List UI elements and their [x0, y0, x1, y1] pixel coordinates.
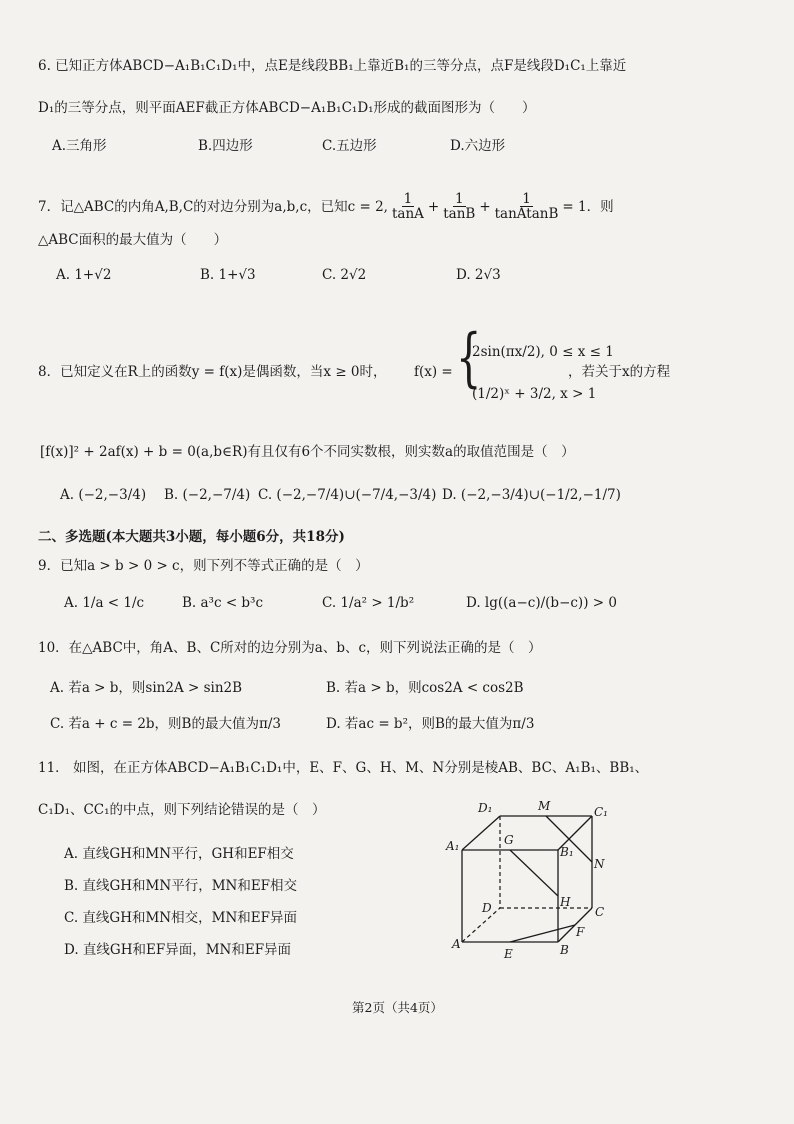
q8-case2: (1/2)ˣ + 3/2, x > 1 [472, 386, 597, 402]
section-2-heading: 二、多选题(本大题共3小题，每小题6分，共18分) [38, 529, 345, 545]
label-f: F [576, 925, 585, 939]
q7-line1: 7．记△ABC的内角A,B,C的对边分别为a,b,c，已知c = 2, $\frac{1}{\tan A}$ + $\frac{1}{\tan B}$ + $\frac{1}{\text{tanAtanB}}$ = 1．则 [38, 191, 614, 222]
q8-case1: 2sin(πx/2), 0 ≤ x ≤ 1 [472, 344, 614, 360]
q7-option-c: C. 2√2 [322, 267, 367, 283]
q9-option-c: C. 1/a² > 1/b² [322, 595, 415, 611]
page-footer: 第2页（共4页） [352, 1000, 443, 1015]
q7-prefix: 7．记△ABC的内角A,B,C的对边分别为a,b,c，已知c = 2, [38, 198, 388, 215]
q6-option-a: A.三角形 [52, 138, 107, 154]
label-h: H [560, 895, 571, 909]
q8-suffix: ，若关于x的方程 [568, 364, 671, 380]
q7-frac2: $\frac{1}{\tan B}$ [443, 191, 476, 222]
label-g: G [504, 833, 514, 847]
label-m: M [538, 799, 551, 813]
q8-option-a: A. (−2,−3/4) [60, 487, 147, 503]
label-b: B [560, 943, 569, 957]
label-n: N [594, 857, 605, 871]
label-c1: C₁ [594, 805, 608, 819]
q6-option-c: C.五边形 [322, 138, 377, 154]
label-a1: A₁ [446, 839, 460, 853]
q8-fx: f(x) = [414, 364, 453, 380]
label-e: E [504, 947, 513, 961]
label-a: A [452, 937, 461, 951]
q7-frac3: $\frac{1}{\text{tanAtanB}}$ [494, 191, 559, 222]
q7-suffix: = 1．则 [562, 198, 614, 215]
segment-gh [510, 850, 558, 896]
q8-prefix: 8．已知定义在R上的函数y = f(x)是偶函数，当x ≥ 0时， [38, 364, 387, 380]
q7-frac1: $\frac{1}{\tan A}$ [391, 191, 424, 222]
q8-line2: [f(x)]² + 2af(x) + b = 0(a,b∈R)有且仅有6个不同实数根，则实数a的取值范围是（ ） [40, 444, 575, 460]
q9-option-d: D. lg((a−c)/(b−c)) > 0 [466, 595, 617, 611]
cube-figure [440, 794, 620, 966]
q6-option-b: B.四边形 [198, 138, 253, 154]
q6-option-d: D.六边形 [450, 138, 506, 154]
q7-option-d: D. 2√3 [456, 267, 501, 283]
q11-option-d: D. 直线GH和EF异面，MN和EF异面 [64, 942, 292, 958]
label-d1: D₁ [478, 801, 493, 815]
q8-option-b: B. (−2,−7/4) [164, 487, 251, 503]
q9-option-b: B. a³c < b³c [182, 595, 264, 611]
edge-a1-d1 [462, 816, 500, 850]
q7-option-b: B. 1+√3 [200, 267, 256, 283]
q11-option-b: B. 直线GH和MN平行，MN和EF相交 [64, 878, 298, 894]
q11-option-c: C. 直线GH和MN相交，MN和EF异面 [64, 910, 297, 926]
q10-option-c: C. 若a + c = 2b，则B的最大值为π/3 [50, 716, 281, 732]
q6-line2: D₁的三等分点，则平面AEF截正方体ABCD−A₁B₁C₁D₁形成的截面图形为（ ） [38, 100, 536, 116]
segment-ef [510, 925, 575, 942]
q6-line1: 6. 已知正方体ABCD−A₁B₁C₁D₁中，点E是线段BB₁上靠近B₁的三等分点，点F是线段D₁C₁上靠近 [38, 58, 627, 74]
q9-stem: 9．已知a > b > 0 > c，则下列不等式正确的是（ ） [38, 558, 369, 574]
q10-option-b: B. 若a > b，则cos2A < cos2B [326, 680, 524, 696]
q7-option-a: A. 1+√2 [56, 267, 112, 283]
q8-brace: { [456, 321, 482, 395]
q10-stem: 10．在△ABC中，角A、B、C所对的边分别为a、b、c，则下列说法正确的是（ ） [38, 640, 542, 656]
q11-line2: C₁D₁、CC₁的中点，则下列结论错误的是（ ） [38, 802, 326, 818]
q7-line2: △ABC面积的最大值为（ ） [38, 232, 228, 248]
q11-line1: 11． 如图，在正方体ABCD−A₁B₁C₁D₁中，E、F、G、H、M、N分别是棱AB、BC、A₁B₁、BB₁、 [38, 760, 649, 776]
q9-option-a: A. 1/a < 1/c [64, 595, 145, 611]
edge-a-d-hidden [462, 908, 500, 942]
q11-option-a: A. 直线GH和MN平行，GH和EF相交 [64, 846, 294, 862]
q8-option-d: D. (−2,−3/4)∪(−1/2,−1/7) [442, 487, 621, 503]
q10-option-d: D. 若ac = b²，则B的最大值为π/3 [326, 716, 535, 732]
label-b1: B₁ [560, 845, 574, 859]
q8-option-c: C. (−2,−7/4)∪(−7/4,−3/4) [258, 487, 437, 503]
label-c: C [595, 905, 605, 919]
label-d: D [482, 901, 492, 915]
q10-option-a: A. 若a > b，则sin2A > sin2B [50, 680, 243, 696]
